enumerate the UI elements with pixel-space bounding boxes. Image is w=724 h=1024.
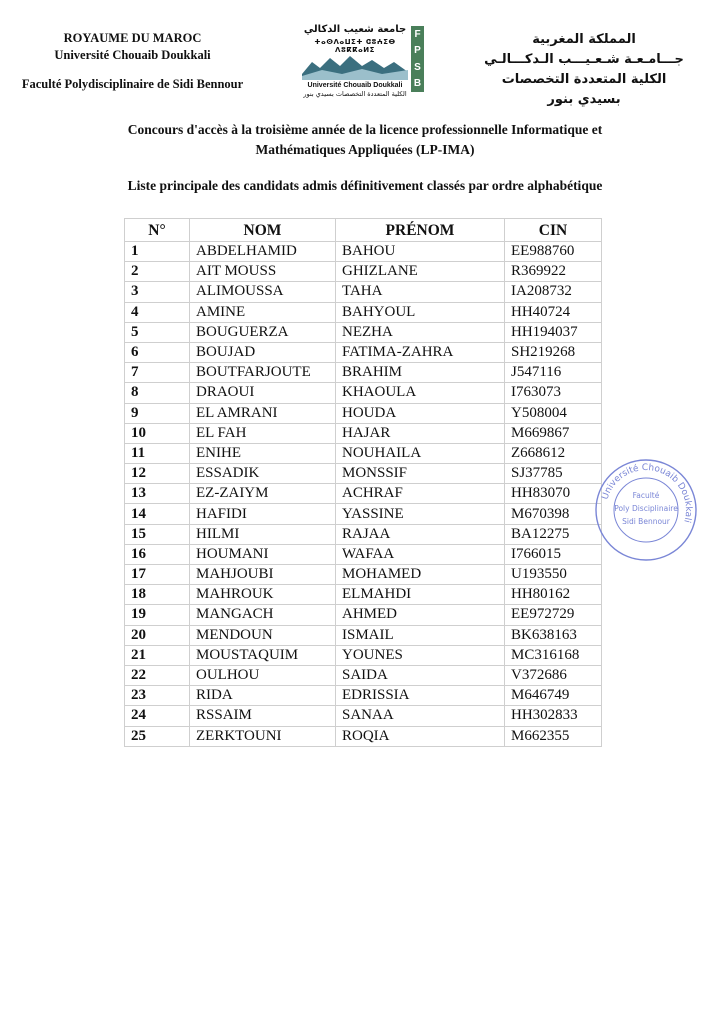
row-prenom: TAHA [336,282,505,302]
header-right [484,30,684,110]
title-line-2: Mathématiques Appliquées (LP-IMA) [255,142,475,157]
header-left [20,30,245,93]
row-nom: BOUJAD [190,342,336,362]
stamp-line-1: Faculté [632,491,660,500]
row-prenom: ROQIA [336,726,505,746]
row-number: 7 [125,363,190,383]
row-number: 13 [125,484,190,504]
row-number: 8 [125,383,190,403]
row-number: 10 [125,423,190,443]
row-number: 3 [125,282,190,302]
row-cin: V372686 [505,665,602,685]
logo-arabic-top: جامعة شعيب الدكالي [303,24,407,35]
row-cin: BK638163 [505,625,602,645]
table-row [125,504,602,524]
row-number: 5 [125,322,190,342]
table-row [125,464,602,484]
logo-university-name: Université Chouaib Doukkali [307,82,403,89]
table-row [125,665,602,685]
kingdom-label-arabic: المملكة المغربية [532,32,636,47]
header-nom: NOM [190,219,336,242]
row-cin: Z668612 [505,443,602,463]
row-prenom: HAJAR [336,423,505,443]
table-row [125,383,602,403]
row-number: 17 [125,565,190,585]
row-nom: AMINE [190,302,336,322]
document-subtitle: Liste principale des candidats admis définitivement classés par ordre alphabétique [127,178,603,193]
table-row [125,544,602,564]
row-number: 1 [125,242,190,262]
row-number: 18 [125,585,190,605]
table-row [125,484,602,504]
row-cin: U193550 [505,565,602,585]
row-nom: HOUMANI [190,544,336,564]
row-cin: HH194037 [505,322,602,342]
table-row [125,322,602,342]
faculty-label-arabic: الكلية المتعددة التخصصات بسيدي بنور [501,72,667,107]
table-row [125,726,602,746]
row-number: 12 [125,464,190,484]
row-prenom: ACHRAF [336,484,505,504]
row-cin: M669867 [505,423,602,443]
row-nom: MAHROUK [190,585,336,605]
row-nom: MAHJOUBI [190,565,336,585]
row-prenom: FATIMA-ZAHRA [336,342,505,362]
fpsb-letter: B [413,78,422,90]
row-nom: EL FAH [190,423,336,443]
row-nom: RSSAIM [190,706,336,726]
row-cin: M662355 [505,726,602,746]
row-prenom: MOHAMED [336,565,505,585]
row-prenom: BRAHIM [336,363,505,383]
row-nom: BOUGUERZA [190,322,336,342]
row-nom: DRAOUI [190,383,336,403]
table-row [125,524,602,544]
row-prenom: RAJAA [336,524,505,544]
table-row [125,302,602,322]
row-nom: EL AMRANI [190,403,336,423]
row-cin: EE988760 [505,242,602,262]
table-row [125,605,602,625]
row-cin: HH40724 [505,302,602,322]
table-row [125,706,602,726]
row-cin: HH83070 [505,484,602,504]
row-prenom: KHAOULA [336,383,505,403]
row-prenom: SAIDA [336,665,505,685]
row-number: 15 [125,524,190,544]
fpsb-letter: S [414,61,421,73]
stamp-line-2: Poly Disciplinaire [614,504,678,513]
row-nom: AIT MOUSS [190,262,336,282]
row-nom: HILMI [190,524,336,544]
row-nom: RIDA [190,686,336,706]
table-row [125,262,602,282]
row-nom: ENIHE [190,443,336,463]
row-nom: BOUTFARJOUTE [190,363,336,383]
row-prenom: SANAA [336,706,505,726]
row-number: 23 [125,686,190,706]
row-cin: HH80162 [505,585,602,605]
table-row [125,686,602,706]
row-prenom: YOUNES [336,645,505,665]
faculty-stamp [594,458,698,562]
document-title [60,120,670,160]
stamp-line-3: Sidi Bennour [622,517,670,526]
row-cin: IA208732 [505,282,602,302]
row-cin: M646749 [505,686,602,706]
row-number: 2 [125,262,190,282]
row-number: 6 [125,342,190,362]
header-cin: CIN [505,219,602,242]
row-cin: EE972729 [505,605,602,625]
table-row [125,645,602,665]
row-number: 9 [125,403,190,423]
row-number: 11 [125,443,190,463]
row-cin: HH302833 [505,706,602,726]
row-number: 20 [125,625,190,645]
row-prenom: YASSINE [336,504,505,524]
stamp-ring-text: Université Chouaib Doukkali [600,462,694,524]
row-cin: I766015 [505,544,602,564]
title-line-1: Concours d'accès à la troisième année de la licence professionnelle Informatique et [127,122,603,137]
row-cin: M670398 [505,504,602,524]
fpsb-badge [411,26,424,92]
row-prenom: WAFAA [336,544,505,564]
table-row [125,242,602,262]
logo-arabic-bottom: الكلية المتعددة التخصصات بسيدي بنور [303,90,407,98]
row-nom: ABDELHAMID [190,242,336,262]
row-nom: MENDOUN [190,625,336,645]
row-cin: I763073 [505,383,602,403]
logo-mountain-graphic [302,54,408,80]
row-cin: J547116 [505,363,602,383]
row-nom: ZERKTOUNI [190,726,336,746]
row-number: 19 [125,605,190,625]
row-cin: Y508004 [505,403,602,423]
row-nom: EZ-ZAIYM [190,484,336,504]
university-label: Université Chouaib Doukkali [54,48,211,62]
row-cin: BA12275 [505,524,602,544]
row-number: 16 [125,544,190,564]
row-prenom: EDRISSIA [336,686,505,706]
row-number: 24 [125,706,190,726]
row-cin: MC316168 [505,645,602,665]
table-row [125,403,602,423]
row-prenom: BAHOU [336,242,505,262]
row-number: 14 [125,504,190,524]
row-number: 25 [125,726,190,746]
header-prenom: PRÉNOM [336,219,505,242]
row-prenom: GHIZLANE [336,262,505,282]
row-prenom: MONSSIF [336,464,505,484]
row-cin: SJ37785 [505,464,602,484]
table-row [125,363,602,383]
logo-tifinagh: ⵜⴰⵙⴷⴰⵡⵉⵜ ⵛⵓⵄⵉⴱ ⴷⵓⴽⴽⴰⵍⵉ [314,38,396,54]
table-row [125,565,602,585]
row-nom: OULHOU [190,665,336,685]
university-label-arabic: جـــامـعـة شـعـيـــب الـدكـــالـي [484,52,684,67]
row-prenom: ISMAIL [336,625,505,645]
row-prenom: NOUHAILA [336,443,505,463]
row-prenom: BAHYOUL [336,302,505,322]
table-row [125,423,602,443]
row-number: 4 [125,302,190,322]
table-row [125,282,602,302]
faculty-label: Faculté Polydisciplinaire de Sidi Bennour [21,77,244,91]
row-cin: R369922 [505,262,602,282]
row-number: 22 [125,665,190,685]
row-cin: SH219268 [505,342,602,362]
row-nom: ESSADIK [190,464,336,484]
fpsb-letter: F [414,28,421,40]
table-row [125,585,602,605]
table-header-row [125,219,602,242]
row-prenom: HOUDA [336,403,505,423]
table-row [125,443,602,463]
row-prenom: ELMAHDI [336,585,505,605]
table-row [125,342,602,362]
fpsb-letter: P [414,45,421,57]
row-nom: HAFIDI [190,504,336,524]
university-logo [300,24,424,96]
row-nom: ALIMOUSSA [190,282,336,302]
row-prenom: AHMED [336,605,505,625]
candidates-table [124,218,602,747]
row-number: 21 [125,645,190,665]
header-number: N° [125,219,190,242]
row-nom: MANGACH [190,605,336,625]
row-nom: MOUSTAQUIM [190,645,336,665]
row-prenom: NEZHA [336,322,505,342]
kingdom-label: ROYAUME DU MAROC [63,31,202,45]
table-row [125,625,602,645]
